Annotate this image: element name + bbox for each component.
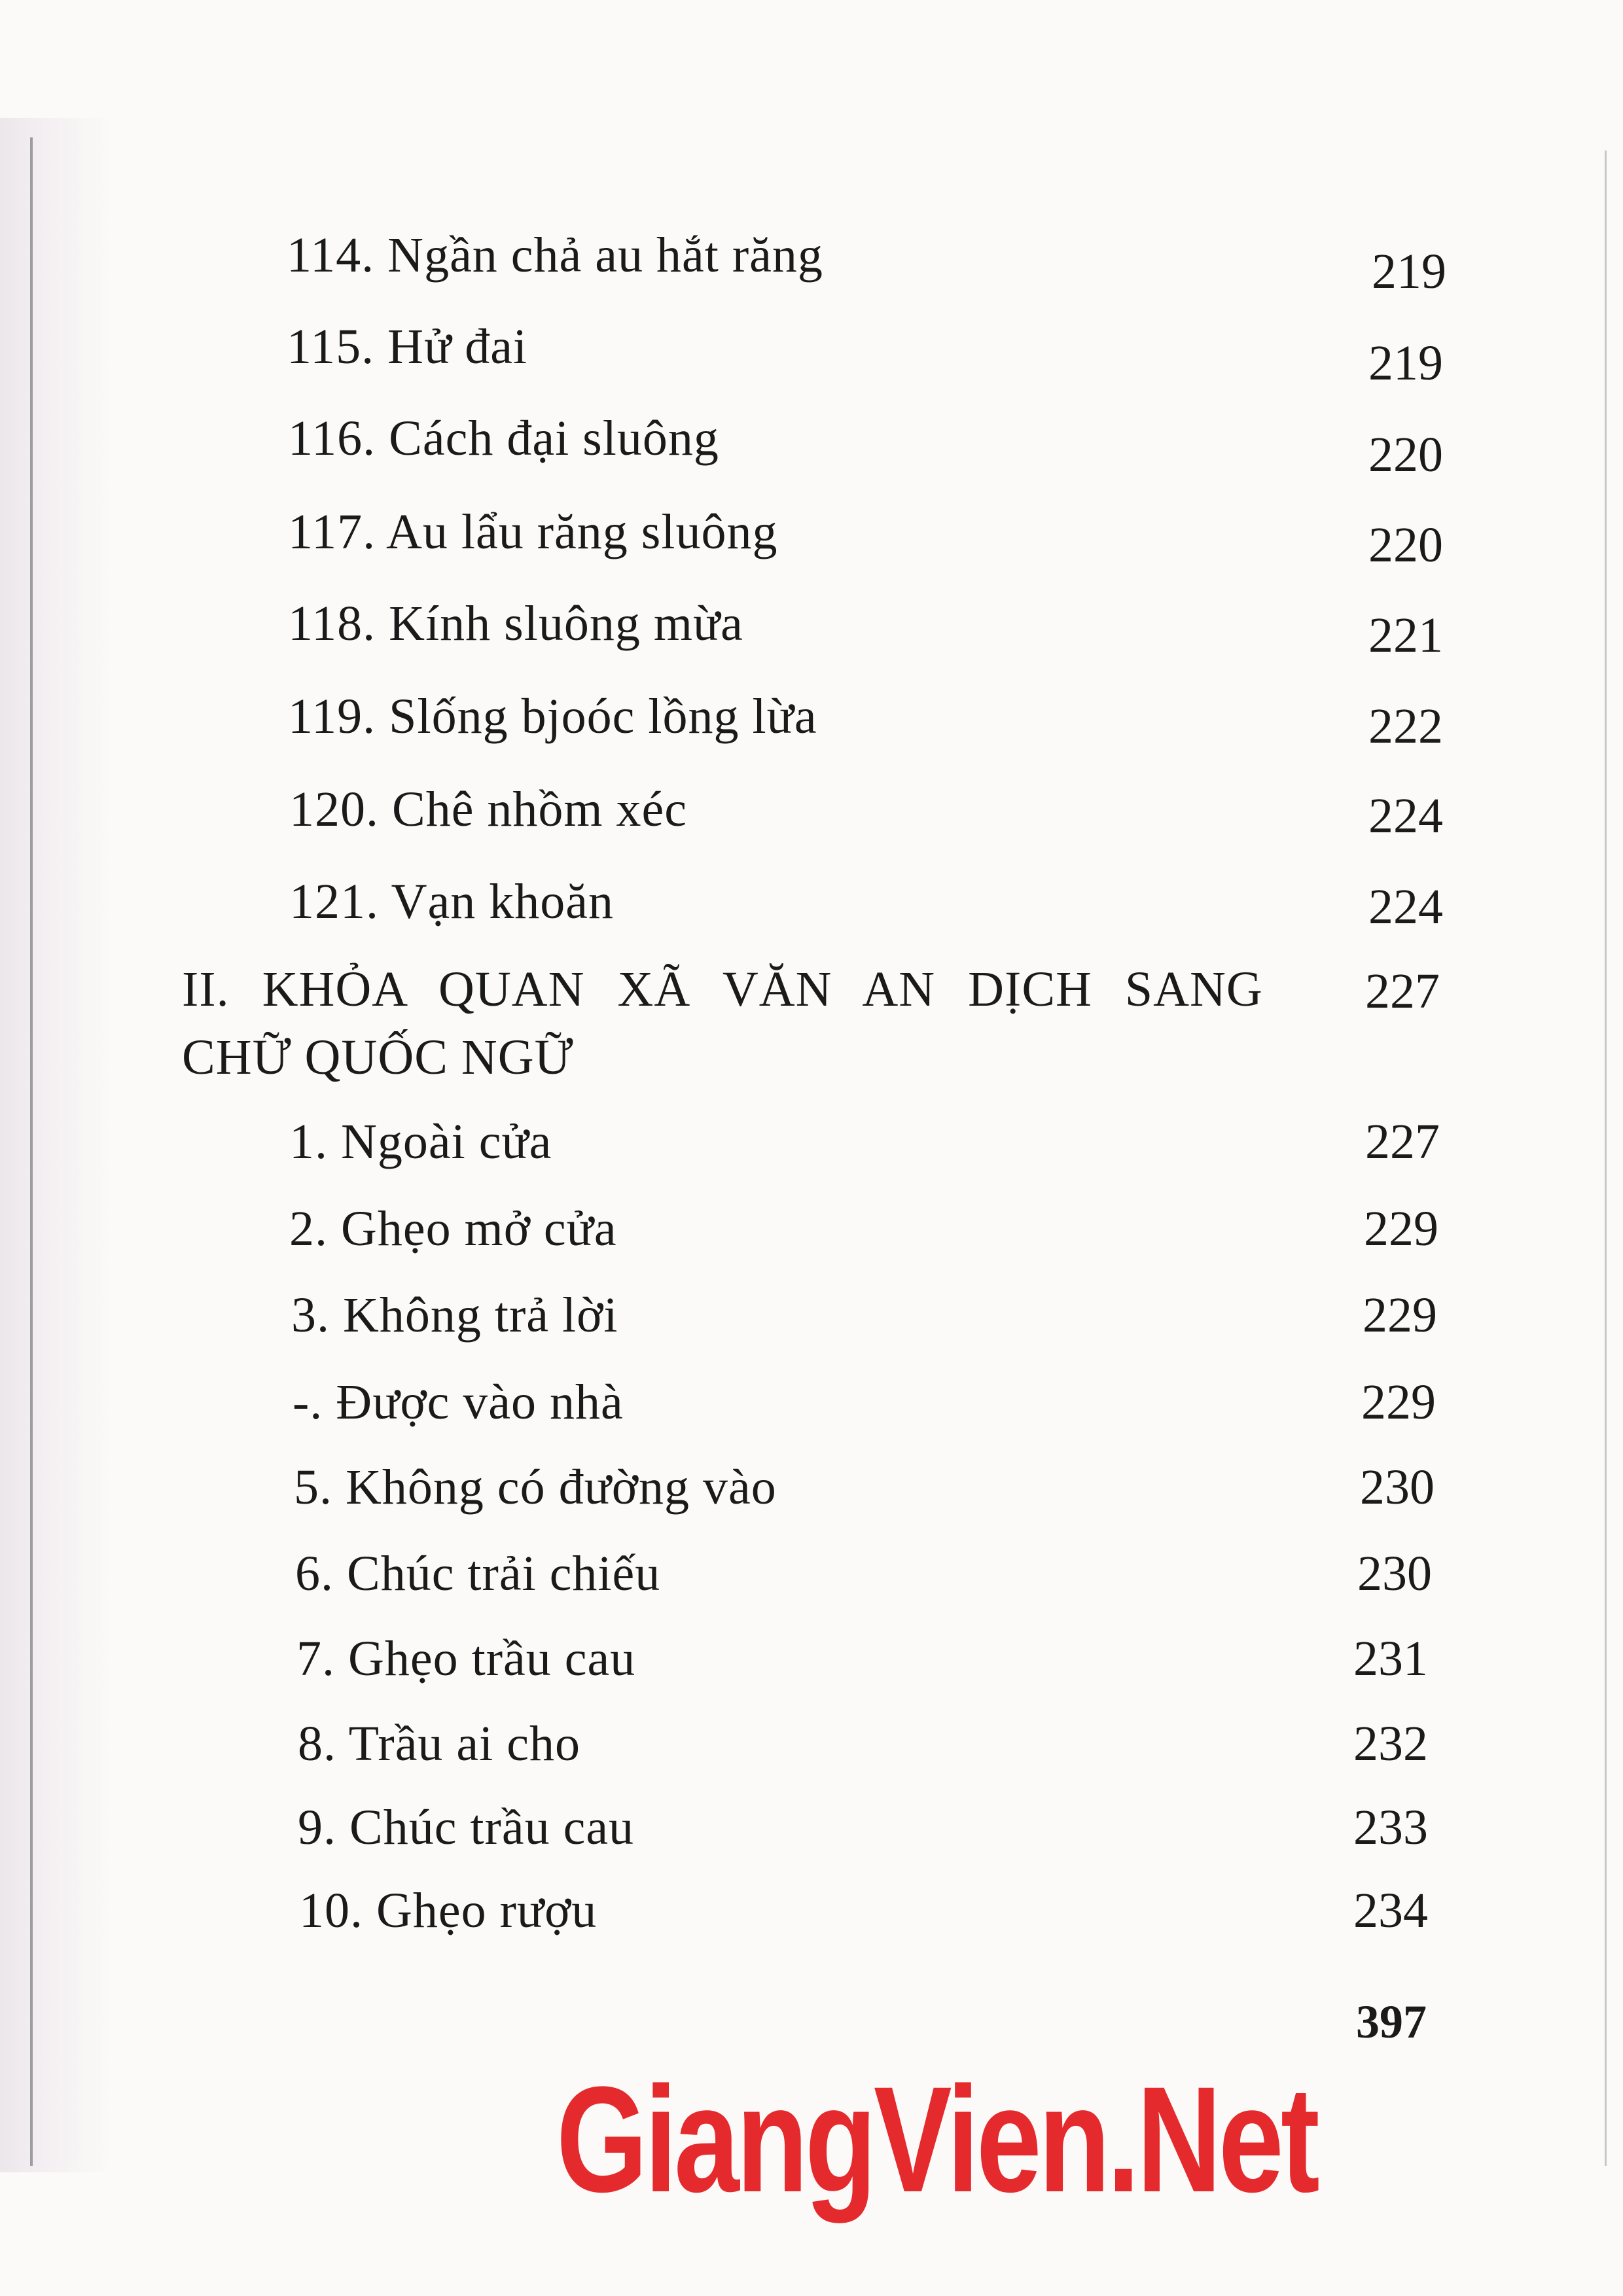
toc-entry	[0, 226, 1623, 304]
toc-entry-page: 222	[1368, 699, 1443, 754]
toc-entry	[0, 1798, 1623, 1877]
toc-entry-title: 10. Ghẹo rượu	[299, 1883, 597, 1938]
section-page: 227	[1365, 964, 1440, 1019]
section-title-line2: CHỮ QUỐC NGỮ	[182, 1030, 574, 1085]
toc-entry	[0, 503, 1623, 581]
toc-entry-title: 115. Hử đai	[287, 319, 528, 374]
toc-entry	[0, 1629, 1623, 1708]
toc-entry-page: 224	[1368, 879, 1443, 934]
toc-entry-page: 229	[1364, 1201, 1438, 1256]
toc-entry-title: 118. Kính sluông mừa	[288, 596, 743, 651]
toc-entry	[0, 687, 1623, 766]
toc-entry	[0, 1714, 1623, 1793]
toc-entry-page: 219	[1368, 336, 1443, 391]
toc-entry-title: 2. Ghẹo mở cửa	[289, 1201, 617, 1256]
toc-entry-title: 117. Au lẩu răng sluông	[288, 504, 778, 559]
toc-entry	[0, 594, 1623, 673]
toc-entry-page: 221	[1368, 608, 1443, 663]
toc-entry-title: 7. Ghẹo trầu cau	[296, 1631, 636, 1686]
toc-entry	[0, 1458, 1623, 1536]
toc-entry	[0, 409, 1623, 487]
toc-entry	[0, 1286, 1623, 1364]
toc-entry	[0, 872, 1623, 951]
toc-entry-page: 231	[1353, 1631, 1428, 1686]
toc-entry-page: 219	[1372, 244, 1446, 299]
toc-entry	[0, 1881, 1623, 1960]
toc-entry-page: 227	[1365, 1114, 1440, 1169]
toc-entry-page: 229	[1363, 1288, 1437, 1343]
toc-entry-title: 114. Ngần chả au hắt răng	[287, 228, 823, 283]
watermark-text: GiangVien.Net	[556, 2055, 1317, 2223]
toc-entry-title: 121. Vạn khoăn	[289, 874, 614, 929]
toc-entry	[0, 1199, 1623, 1278]
toc-entry-page: 220	[1368, 518, 1443, 573]
toc-entry-page: 220	[1368, 427, 1443, 482]
toc-entry-title: 5. Không có đường vào	[294, 1460, 777, 1515]
toc-entry-title: 116. Cách đại sluông	[288, 411, 719, 466]
toc-entry-title: 8. Trầu ai cho	[298, 1716, 580, 1771]
toc-entry-page: 230	[1360, 1460, 1435, 1515]
section-heading	[182, 955, 1281, 1091]
toc-entry-title: 1. Ngoài cửa	[289, 1114, 552, 1169]
toc-entry-page: 233	[1353, 1800, 1428, 1855]
toc-entry	[0, 317, 1623, 396]
toc-entry-title: 6. Chúc trải chiếu	[295, 1546, 661, 1601]
toc-entry	[0, 1112, 1623, 1191]
toc-entry-title: 3. Không trả lời	[291, 1288, 618, 1343]
section-title-line1: II. KHỎA QUAN XÃ VĂN AN DỊCH SANG	[182, 962, 1263, 1017]
toc-entry-title: 119. Slống bjoóc lồng lừa	[288, 689, 817, 744]
toc-entry-title: 120. Chê nhồm xéc	[289, 782, 688, 837]
toc-entry	[0, 1544, 1623, 1623]
toc-entry-page: 230	[1357, 1546, 1432, 1601]
toc-entry	[0, 780, 1623, 858]
toc-entry-page: 232	[1353, 1716, 1428, 1771]
toc-entry	[0, 1373, 1623, 1451]
toc-entry-page: 234	[1353, 1883, 1428, 1938]
toc-entry-page: 224	[1368, 788, 1443, 843]
toc-entry-page: 229	[1361, 1375, 1436, 1430]
toc-entry-title: 9. Chúc trầu cau	[298, 1800, 635, 1855]
page-number: 397	[1356, 1996, 1427, 2048]
toc-entry-title: -. Được vào nhà	[293, 1375, 624, 1430]
